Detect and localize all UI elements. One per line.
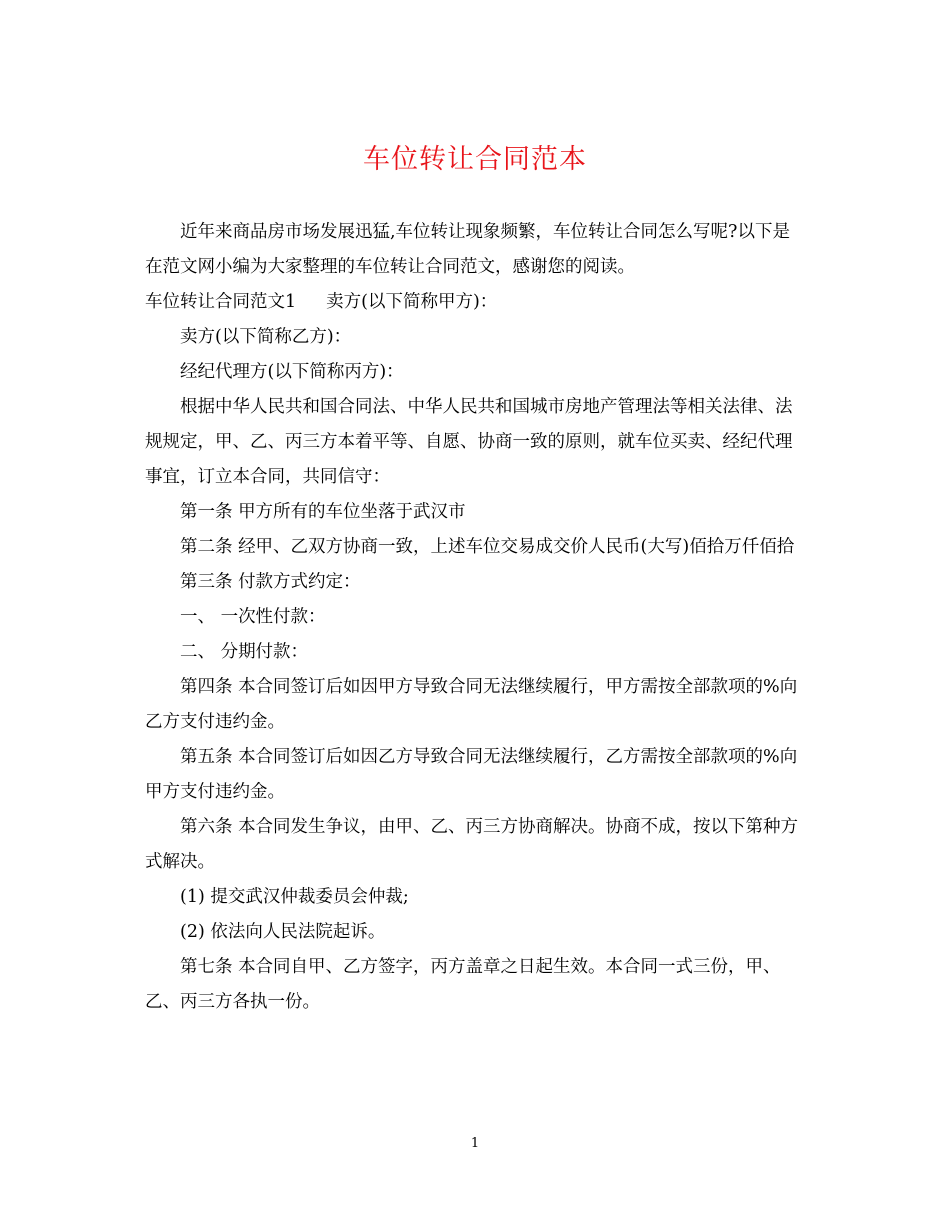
article-6: 第六条 本合同发生争议，由甲、乙、丙三方协商解决。协商不成，按以下第种方式解决。: [145, 817, 799, 872]
document-title: 车位转让合同范本: [363, 144, 587, 175]
seller-b-line: 卖方(以下简称乙方)：: [180, 327, 352, 347]
sample-heading-line: [145, 285, 805, 320]
dispute-option-1: (1) 提交武汉仲裁委员会仲裁;: [180, 887, 409, 907]
intro-paragraph: 近年来商品房市场发展迅猛,车位转让现象频繁，车位转让合同怎么写呢?以下是在范文网小编为大家整理的车位转让合同范文，感谢您的阅读。: [145, 222, 790, 277]
agent-line: 经纪代理方(以下简称丙方)：: [180, 362, 404, 382]
dispute-option-2: (2) 依法向人民法院起诉。: [180, 922, 386, 942]
document-body: [145, 215, 805, 1020]
article-3: 第三条 付款方式约定：: [180, 572, 361, 592]
preamble-paragraph: 根据中华人民共和国合同法、中华人民共和国城市房地产管理法等相关法律、法规规定，甲、乙、丙三方本着平等、自愿、协商一致的原则，就车位买卖、经纪代理事宜，订立本合同，共同信守：: [145, 397, 793, 487]
payment-option-2: 二、 分期付款：: [180, 642, 309, 662]
page-number: 1: [470, 1136, 480, 1151]
sample-heading: 车位转让合同范文1: [145, 292, 297, 312]
article-5: 第五条 本合同签订后如因乙方导致合同无法继续履行，乙方需按全部款项的%向甲方支付违约金。: [145, 747, 798, 802]
payment-option-1: 一、 一次性付款：: [180, 607, 326, 627]
seller-a-line: 卖方(以下简称甲方)：: [326, 292, 498, 312]
article-2: 第二条 经甲、乙双方协商一致，上述车位交易成交价人民币(大写)佰拾万仟佰拾: [180, 537, 795, 557]
article-4: 第四条 本合同签订后如因甲方导致合同无法继续履行，甲方需按全部款项的%向乙方支付违约金。: [145, 677, 798, 732]
article-1: 第一条 甲方所有的车位坐落于武汉市: [180, 502, 466, 522]
article-7: 第七条 本合同自甲、乙方签字，丙方盖章之日起生效。本合同一式三份，甲、乙、丙三方各执一份。: [145, 957, 781, 1012]
